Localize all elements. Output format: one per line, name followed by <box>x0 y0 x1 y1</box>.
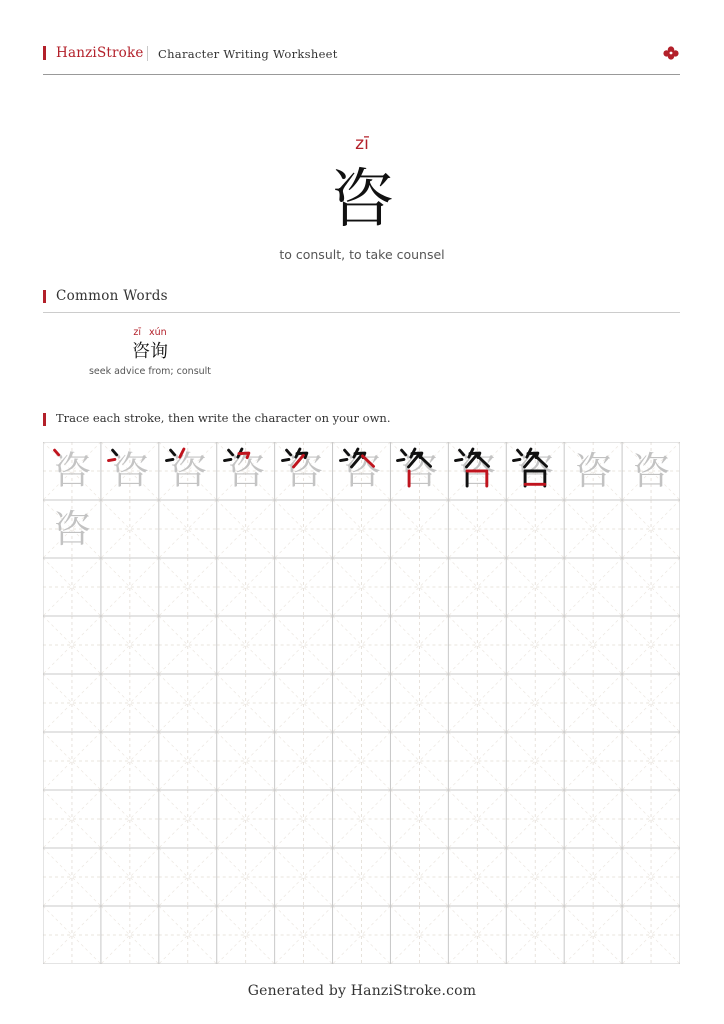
writing-cell[interactable] <box>101 616 159 674</box>
writing-cell[interactable] <box>275 848 333 906</box>
stroke-order-step <box>43 442 101 500</box>
stroke-order-step <box>448 442 506 500</box>
section-accent-bar <box>43 413 46 426</box>
writing-cell[interactable] <box>101 500 159 558</box>
stroke-order-step <box>506 442 564 500</box>
stroke-ghost-glyph: 咨 <box>516 449 555 494</box>
stroke-ghost-glyph: 咨 <box>226 449 265 494</box>
stroke-order-step <box>217 442 275 500</box>
stroke-order-step <box>275 442 333 500</box>
flower-logo-icon <box>663 46 679 60</box>
writing-cell[interactable] <box>275 790 333 848</box>
writing-cell[interactable] <box>333 848 391 906</box>
writing-cell[interactable] <box>217 790 275 848</box>
writing-cell[interactable] <box>506 616 564 674</box>
completed-stroke <box>166 459 172 460</box>
writing-cell[interactable] <box>564 906 622 964</box>
writing-cell[interactable] <box>333 790 391 848</box>
writing-cell[interactable] <box>448 616 506 674</box>
completed-stroke <box>456 459 462 460</box>
trace-character[interactable]: 咨 <box>574 449 613 493</box>
writing-cell[interactable] <box>506 906 564 964</box>
writing-cell[interactable] <box>217 558 275 616</box>
stroke-ghost-glyph: 咨 <box>400 449 439 494</box>
stroke-ghost-glyph: 咨 <box>168 449 207 494</box>
completed-stroke <box>282 459 288 460</box>
stroke-ghost-glyph: 咨 <box>52 449 92 494</box>
practice-cells <box>43 442 680 964</box>
writing-cell[interactable] <box>506 674 564 732</box>
common-words-section-header <box>43 288 680 313</box>
writing-cell[interactable] <box>275 616 333 674</box>
writing-cell[interactable] <box>159 732 217 790</box>
trace-character[interactable]: 咨 <box>52 507 91 551</box>
writing-cell[interactable] <box>275 558 333 616</box>
header-separator <box>147 46 148 61</box>
writing-cell[interactable] <box>43 848 101 906</box>
writing-cell[interactable] <box>506 558 564 616</box>
writing-cell[interactable] <box>275 674 333 732</box>
writing-cell[interactable] <box>333 558 391 616</box>
writing-cell[interactable] <box>448 732 506 790</box>
section-accent-bar <box>43 290 46 303</box>
writing-cell[interactable] <box>159 906 217 964</box>
writing-cell[interactable] <box>159 848 217 906</box>
writing-cell[interactable] <box>448 674 506 732</box>
writing-cell[interactable] <box>448 558 506 616</box>
writing-cell[interactable] <box>448 790 506 848</box>
writing-cell[interactable] <box>333 906 391 964</box>
writing-cell[interactable] <box>390 848 448 906</box>
stroke-ghost-glyph: 咨 <box>458 449 497 494</box>
writing-cell[interactable] <box>448 500 506 558</box>
writing-cell[interactable] <box>506 790 564 848</box>
writing-cell[interactable] <box>101 848 159 906</box>
trace-character[interactable]: 咨 <box>632 449 671 493</box>
writing-cell[interactable] <box>333 500 391 558</box>
document-title: Character Writing Worksheet <box>158 47 338 61</box>
writing-cell[interactable] <box>506 848 564 906</box>
writing-cell[interactable] <box>390 616 448 674</box>
completed-stroke <box>514 459 520 460</box>
writing-cell[interactable] <box>101 790 159 848</box>
stroke-ghost-glyph: 咨 <box>284 449 323 494</box>
writing-cell[interactable] <box>217 500 275 558</box>
writing-cell[interactable] <box>564 500 622 558</box>
writing-cell[interactable] <box>564 616 622 674</box>
writing-cell[interactable] <box>390 732 448 790</box>
practice-grid <box>43 442 680 964</box>
completed-stroke <box>340 459 346 460</box>
writing-cell[interactable] <box>275 500 333 558</box>
footer-credit: Generated by HanziStroke.com <box>247 983 477 999</box>
writing-cell[interactable] <box>448 848 506 906</box>
writing-cell[interactable] <box>43 558 101 616</box>
brand-accent-bar <box>43 46 46 60</box>
writing-cell[interactable] <box>101 674 159 732</box>
writing-cell[interactable] <box>390 500 448 558</box>
writing-cell[interactable] <box>622 906 680 964</box>
writing-cell[interactable] <box>564 732 622 790</box>
completed-stroke <box>224 459 230 460</box>
writing-cell[interactable] <box>43 616 101 674</box>
writing-cell[interactable] <box>217 616 275 674</box>
character-meaning: to consult, to take counsel <box>279 247 445 262</box>
writing-cell[interactable] <box>390 558 448 616</box>
writing-cell[interactable] <box>101 732 159 790</box>
word-meaning: seek advice from; consult <box>88 366 212 377</box>
common-word-item <box>86 327 214 377</box>
stroke-order-step <box>390 442 448 500</box>
writing-cell[interactable] <box>217 674 275 732</box>
writing-cell[interactable] <box>390 790 448 848</box>
writing-cell[interactable] <box>390 906 448 964</box>
completed-stroke <box>398 459 404 460</box>
writing-cell[interactable] <box>43 732 101 790</box>
character-pinyin: zī <box>355 134 369 154</box>
writing-cell[interactable] <box>43 790 101 848</box>
writing-cell[interactable] <box>622 732 680 790</box>
writing-cell[interactable] <box>564 558 622 616</box>
writing-cell[interactable] <box>333 616 391 674</box>
stroke-order-step <box>159 442 217 500</box>
writing-cell[interactable] <box>159 616 217 674</box>
writing-cell[interactable] <box>275 732 333 790</box>
writing-cell[interactable] <box>622 674 680 732</box>
writing-cell[interactable] <box>159 674 217 732</box>
writing-cell[interactable] <box>506 500 564 558</box>
writing-cell[interactable] <box>217 848 275 906</box>
stroke-ghost-glyph: 咨 <box>342 449 381 494</box>
writing-cell[interactable] <box>101 558 159 616</box>
writing-cell[interactable] <box>217 732 275 790</box>
writing-cell[interactable] <box>159 500 217 558</box>
worksheet-header <box>43 44 680 75</box>
writing-cell[interactable] <box>622 848 680 906</box>
practice-section-header <box>43 411 680 431</box>
stroke-order-step <box>333 442 391 500</box>
stroke-ghost-glyph: 咨 <box>110 449 149 494</box>
practice-instruction: Trace each stroke, then write the character on your own. <box>56 411 391 425</box>
writing-cell[interactable] <box>159 790 217 848</box>
brand-name[interactable]: HanziStroke <box>56 45 144 61</box>
writing-cell[interactable] <box>101 906 159 964</box>
writing-cell[interactable] <box>43 906 101 964</box>
writing-cell[interactable] <box>622 616 680 674</box>
writing-cell[interactable] <box>159 558 217 616</box>
writing-cell[interactable] <box>564 674 622 732</box>
stroke-order-step <box>101 442 159 500</box>
writing-cell[interactable] <box>622 558 680 616</box>
word-hanzi: 咨询 <box>132 341 168 362</box>
common-words-heading: Common Words <box>56 288 168 304</box>
word-pinyin-syllable: zī <box>133 327 141 338</box>
main-character: 咨 <box>330 163 394 237</box>
writing-cell[interactable] <box>275 906 333 964</box>
writing-cell[interactable] <box>622 500 680 558</box>
writing-cell[interactable] <box>506 732 564 790</box>
writing-cell[interactable] <box>333 674 391 732</box>
word-pinyin <box>86 327 214 340</box>
current-stroke <box>108 459 114 460</box>
writing-cell[interactable] <box>333 732 391 790</box>
writing-cell[interactable] <box>564 790 622 848</box>
writing-cell[interactable] <box>448 906 506 964</box>
writing-cell[interactable] <box>564 848 622 906</box>
writing-cell[interactable] <box>622 790 680 848</box>
writing-cell[interactable] <box>217 906 275 964</box>
writing-cell[interactable] <box>43 674 101 732</box>
word-pinyin-syllable: xún <box>148 327 167 338</box>
writing-cell[interactable] <box>390 674 448 732</box>
